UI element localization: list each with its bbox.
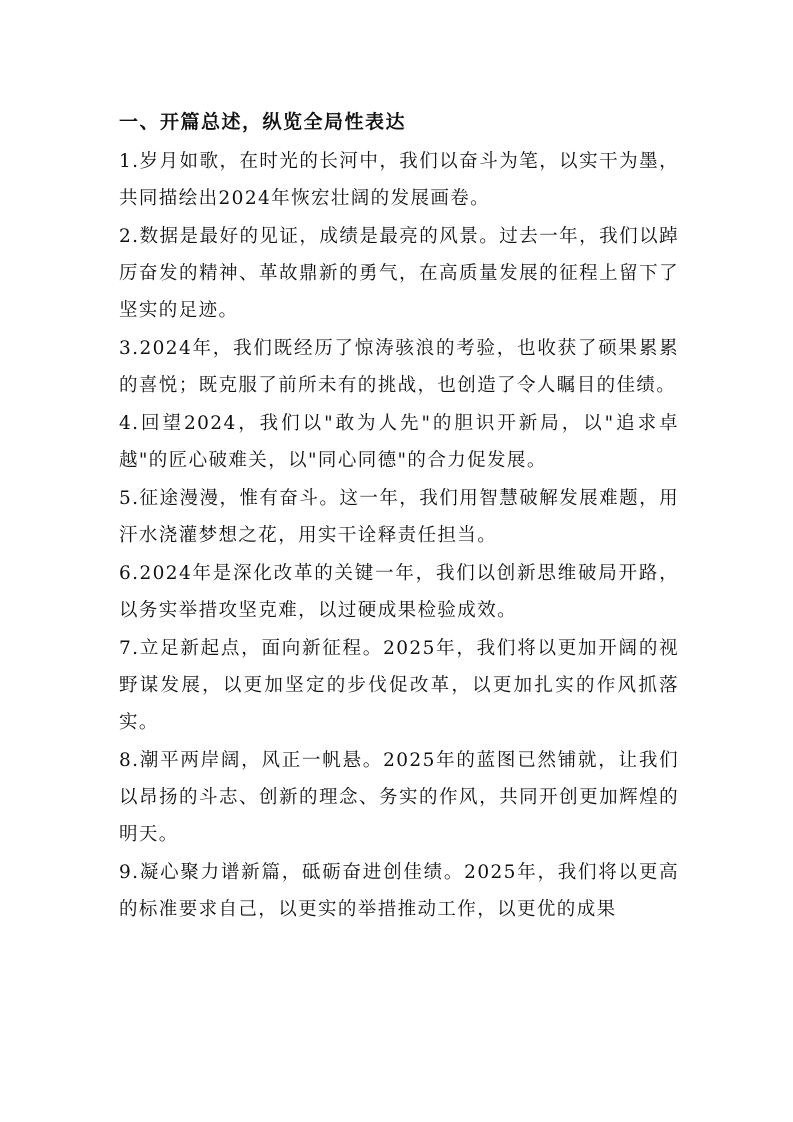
paragraph-6: 6.2024年是深化改革的关键一年，我们以创新思维破局开路，以务实举措攻坚克难，以过硬成果检验成效。 [119,563,679,621]
paragraph-9: 9.凝心聚力谱新篇，砥砺奋进创佳绩。2025年，我们将以更高的标准要求自己，以更实的举措推动工作，以更优的成果 [119,862,679,920]
paragraph-8: 8.潮平两岸阔，风正一帆悬。2025年的蓝图已然铺就，让我们以昂扬的斗志、创新的理念、务实的作风，共同开创更加辉煌的明天。 [119,750,679,845]
paragraph-7: 7.立足新起点，面向新征程。2025年，我们将以更加开阔的视野谋发展，以更加坚定的步伐促改革，以更加扎实的作风抓落实。 [119,638,679,733]
paragraph-4: 4.回望2024，我们以"敢为人先"的胆识开新局，以"追求卓越"的匠心破难关，以"同心同德"的合力促发展。 [119,413,679,471]
section-heading: 一、开篇总述，纵览全局性表达 [119,111,407,133]
paragraph-2: 2.数据是最好的见证，成绩是最亮的风景。过去一年，我们以踔厉奋发的精神、革故鼎新的勇气，在高质量发展的征程上留下了坚实的足迹。 [119,226,679,321]
document-body [119,104,679,929]
paragraph-5: 5.征途漫漫，惟有奋斗。这一年，我们用智慧破解发展难题，用汗水浇灌梦想之花，用实干诠释责任担当。 [119,488,679,546]
paragraph-3: 3.2024年，我们既经历了惊涛骇浪的考验，也收获了硕果累累的喜悦；既克服了前所未有的挑战，也创造了令人瞩目的佳绩。 [119,338,679,396]
paragraph-1: 1.岁月如歌，在时光的长河中，我们以奋斗为笔，以实干为墨，共同描绘出2024年恢宏壮阔的发展画卷。 [119,151,679,209]
